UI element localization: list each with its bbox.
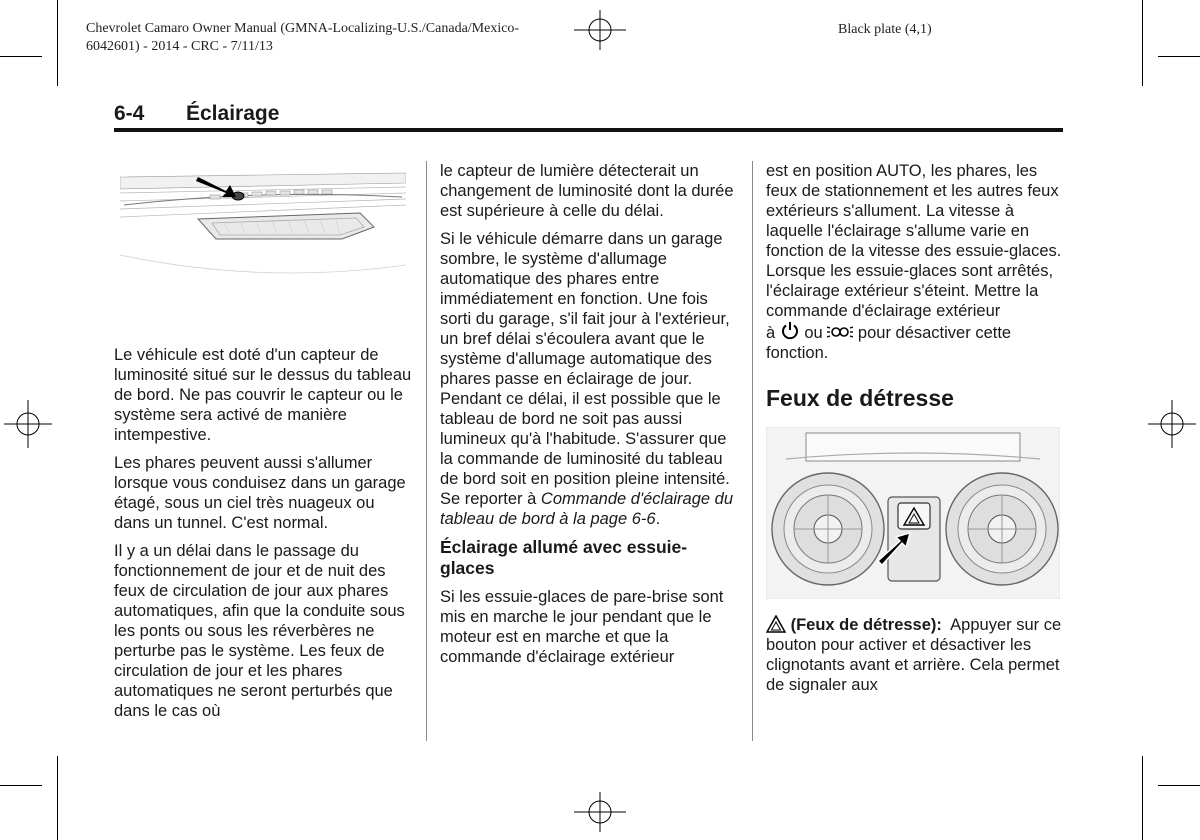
registration-mark — [1148, 400, 1196, 448]
column-divider — [752, 161, 753, 741]
registration-mark — [4, 400, 52, 448]
section-number: 6-4 — [114, 102, 145, 125]
paragraph: Il y a un délai dans le passage du fonctionnement de jour et de nuit des feux de circulation de jour aux phares automatiques, afin que la conduite sous les ponts ou sous les réverbères ne perturbe pas le système. Les feux de circulation de jour et les phares automatiques ne seront perturbés que dans le cas où — [114, 542, 405, 720]
paragraph-text: est en position AUTO, les phares, les feux de stationnement et les autres feux extérieurs s'allument. La vitesse à laquelle l'éclairage s'allume varie en fonction de la vitesse des essuie-glaces. Lorsque les essuie-glaces sont arrêtés, l'éclairage extérieur s'éteint. Mettre la commande d'éclairage extérieur — [766, 162, 1062, 320]
header-line-2: 6042601) - 2014 - CRC - 7/11/13 — [86, 39, 273, 54]
right-vent — [946, 473, 1058, 585]
power-icon — [780, 321, 800, 341]
plate-label: Black plate (4,1) — [838, 22, 932, 37]
paragraph: Si les essuie-glaces de pare-brise sont mis en marche le jour pendant que le moteur est en marche et que la commande d'éclairage extérieur — [440, 588, 724, 666]
section-title — [114, 102, 279, 126]
paragraph-text: à — [766, 324, 776, 342]
document-header — [86, 20, 519, 56]
paragraph — [766, 161, 1064, 363]
registration-mark — [574, 10, 626, 50]
crop-mark — [1142, 0, 1143, 86]
cross-reference-link[interactable]: Commande d'éclairage du tableau de bord à la page 6-6 — [440, 490, 734, 528]
registration-mark — [574, 792, 626, 832]
parking-lamp-icon — [827, 323, 853, 341]
column-divider — [426, 161, 427, 741]
crop-mark — [1158, 785, 1200, 786]
paragraph-text: Si le véhicule démarre dans un garage sombre, le système d'allumage automatique des phares entre immédiatement en fonction. Une fois sorti du garage, s'il fait jour à l'extérieur, un bref délai s'écoulera avant que le système d'allumage automatique des phares passe en éclairage de jour. Pendant ce délai, il est possible que le tableau de bord ne soit pas aussi lumineux qu'à l'habitude. S'assurer que la commande de luminosité du tableau de bord soit en position pleine intensité. Se reporter à — [440, 230, 730, 508]
hazard-button-illustration — [766, 427, 1060, 599]
paragraph — [766, 615, 1064, 695]
left-vent — [772, 473, 884, 585]
column-3 — [766, 161, 1064, 703]
column-2 — [440, 161, 738, 675]
light-sensor-illustration — [120, 165, 406, 325]
paragraph-end: . — [655, 510, 661, 528]
crop-mark — [1142, 756, 1143, 840]
crop-mark — [1158, 56, 1200, 57]
hazard-label: (Feux de détresse): — [790, 616, 942, 634]
header-line-1: Chevrolet Camaro Owner Manual (GMNA-Localizing-U.S./Canada/Mexico- — [86, 21, 520, 36]
hazard-warning-icon — [766, 615, 786, 633]
title-rule — [114, 128, 1063, 132]
heading: Feux de détresse — [766, 385, 954, 411]
paragraph: le capteur de lumière détecterait un changement de luminosité dont la durée est supérieure à celle du délai. — [440, 162, 734, 220]
crop-mark — [0, 785, 42, 786]
paragraph-text: Appuyer sur ce bouton pour activer et désactiver les clignotants avant et arrière. Cela permet de signaler aux — [766, 616, 1062, 694]
paragraph: Les phares peuvent aussi s'allumer lorsque vous conduisez dans un garage étagé, sous un ciel très nuageux ou dans un tunnel. C'est normal. — [114, 454, 406, 532]
crop-mark — [57, 0, 58, 86]
paragraph: Le véhicule est doté d'un capteur de luminosité situé sur le dessus du tableau de bord. Ne pas couvrir le capteur ou le système sera activé de manière intempestive. — [114, 346, 412, 444]
column-1 — [114, 345, 414, 729]
crop-mark — [0, 56, 42, 57]
section-name: Éclairage — [186, 102, 280, 125]
paragraph-text: pour désactiver cette fonction. — [766, 324, 1012, 362]
subheading: Éclairage allumé avec essuie-glaces — [440, 537, 688, 578]
paragraph-text: ou — [804, 324, 823, 342]
crop-mark — [57, 756, 58, 840]
paragraph — [440, 229, 738, 529]
